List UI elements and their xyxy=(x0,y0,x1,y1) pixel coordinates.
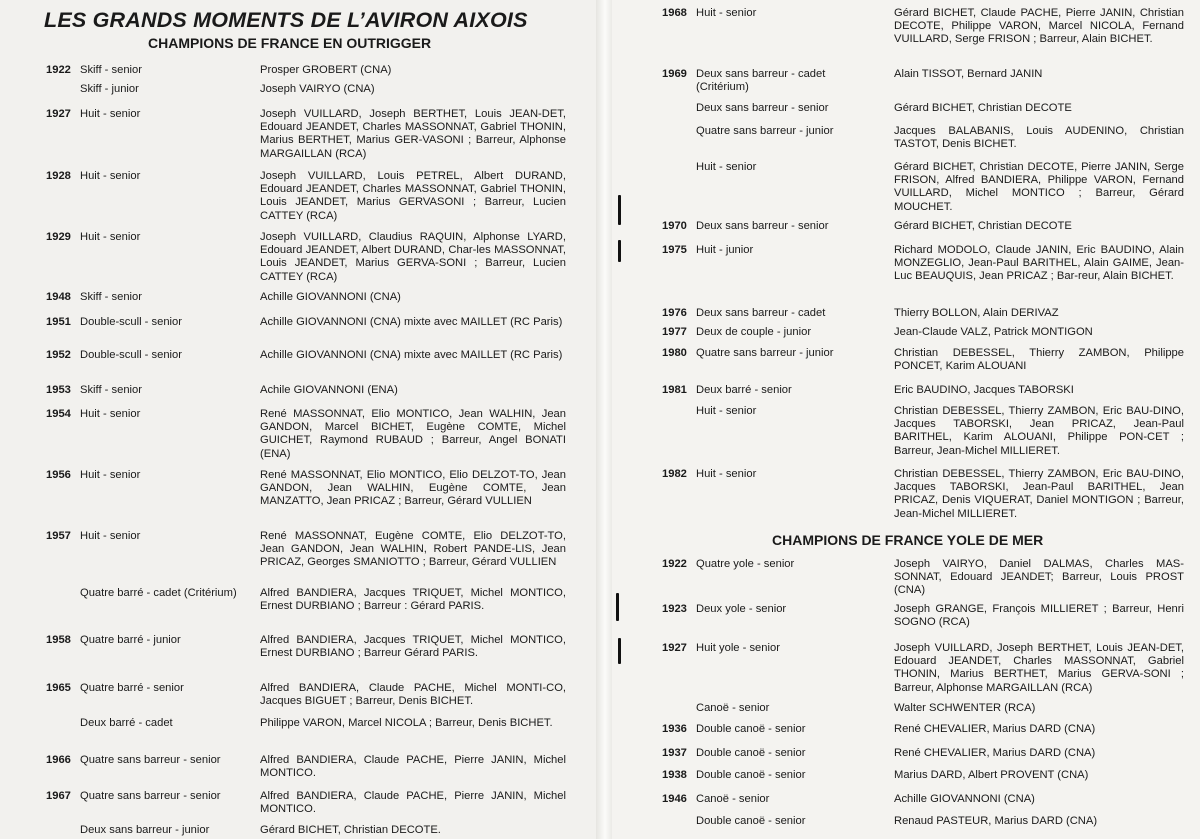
entry-year: 1956 xyxy=(46,469,71,481)
entry-crew: René CHEVALIER, Marius DARD (CNA) xyxy=(894,747,1096,759)
section-title-outrigger: CHAMPIONS DE FRANCE EN OUTRIGGER xyxy=(148,35,432,51)
entry-crew: Gérard BICHET, Christian DECOTE, Pierre JANIN, Serge FRISON, Alfred BANDIERA, Philippe VARON, Fernand VUILLARD, Michel MONTICO ; Barreur, Gérard MOUCHET. xyxy=(894,161,1184,213)
entry-crew: Alfred BANDIERA, Jacques TRIQUET, Michel MONTICO, Ernest DURBIANO ; Barreur : Gérard PARIS. xyxy=(260,587,566,613)
entry-event: Deux sans barreur - cadet xyxy=(696,307,826,319)
entry-event: Huit - senior xyxy=(80,408,141,420)
entry-year: 1954 xyxy=(46,408,71,420)
entry-event: Skiff - senior xyxy=(80,291,142,303)
entry-year: 1957 xyxy=(46,530,71,542)
entry-event: Double-scull - senior xyxy=(80,349,182,361)
entry-crew: Alain TISSOT, Bernard JANIN xyxy=(894,68,1043,80)
entry-event: Huit - senior xyxy=(80,108,141,120)
entry-crew: Alfred BANDIERA, Claude PACHE, Michel MONTI-CO, Jacques BIGUET ; Barreur, Denis BICHET. xyxy=(260,682,566,708)
entry-event: Quatre sans barreur - senior xyxy=(80,790,221,802)
entry-event: Deux yole - senior xyxy=(696,603,787,615)
entry-event: Huit - senior xyxy=(696,468,757,480)
entry-year: 1976 xyxy=(662,307,687,319)
entry-event: Deux de couple - junior xyxy=(696,326,812,338)
entry-event: Quatre sans barreur - junior xyxy=(696,347,834,359)
entry-event: Skiff - senior xyxy=(80,384,142,396)
entry-crew: René MASSONNAT, Elio MONTICO, Jean WALHIN, Jean GANDON, Marcel BICHET, Eugène COMTE, Michel GUICHET, Raymond RUBAUD ; Barreur, Angel BONATI (ENA) xyxy=(260,408,566,460)
entry-year: 1928 xyxy=(46,170,71,182)
entry-crew: Alfred BANDIERA, Claude PACHE, Pierre JANIN, Michel MONTICO. xyxy=(260,790,566,816)
entry-crew: René CHEVALIER, Marius DARD (CNA) xyxy=(894,723,1096,735)
entry-event: Double canoë - senior xyxy=(696,769,806,781)
entry-year: 1953 xyxy=(46,384,71,396)
entry-year: 1922 xyxy=(662,558,687,570)
entry-event: Quatre sans barreur - senior xyxy=(80,754,221,766)
margin-mark xyxy=(616,593,619,621)
entry-year: 1980 xyxy=(662,347,687,359)
right-page xyxy=(612,0,1200,839)
entry-year: 1982 xyxy=(662,468,687,480)
margin-mark xyxy=(618,638,621,664)
entry-event: Huit - junior xyxy=(696,244,754,256)
margin-mark xyxy=(618,195,621,225)
entry-event: Deux barré - cadet xyxy=(80,717,173,729)
entry-crew: Achille GIOVANNONI (CNA) xyxy=(260,291,401,303)
entry-year: 1967 xyxy=(46,790,71,802)
entry-event: Huit yole - senior xyxy=(696,642,780,654)
entry-crew: Eric BAUDINO, Jacques TABORSKI xyxy=(894,384,1074,396)
entry-year: 1922 xyxy=(46,64,71,76)
entry-crew: Richard MODOLO, Claude JANIN, Eric BAUDINO, Alain MONZEGLIO, Jean-Paul BARITHEL, Alain GAIME, Jean-Luc BEAUQUIS, Jean PRICAZ ; Bar-reur, Alain BICHET. xyxy=(894,244,1184,283)
entry-crew: Philippe VARON, Marcel NICOLA ; Barreur, Denis BICHET. xyxy=(260,717,553,729)
entry-year: 1966 xyxy=(46,754,71,766)
entry-crew: Achille GIOVANNONI (CNA) xyxy=(894,793,1035,805)
entry-crew: Jacques BALABANIS, Louis AUDENINO, Christian TASTOT, Denis BICHET. xyxy=(894,125,1184,151)
entry-crew: Walter SCHWENTER (RCA) xyxy=(894,702,1036,714)
entry-crew: Gérard BICHET, Christian DECOTE xyxy=(894,220,1072,232)
entry-event: Double canoë - senior xyxy=(696,723,806,735)
entry-crew: Alfred BANDIERA, Claude PACHE, Pierre JANIN, Michel MONTICO. xyxy=(260,754,566,780)
entry-crew: Joseph VAIRYO (CNA) xyxy=(260,83,375,95)
entry-event: Skiff - junior xyxy=(80,83,139,95)
entry-crew: Renaud PASTEUR, Marius DARD (CNA) xyxy=(894,815,1098,827)
entry-crew: Marius DARD, Albert PROVENT (CNA) xyxy=(894,769,1089,781)
entry-year: 1970 xyxy=(662,220,687,232)
entry-crew: Alfred BANDIERA, Jacques TRIQUET, Michel MONTICO, Ernest DURBIANO ; Barreur Gérard PARIS. xyxy=(260,634,566,660)
entry-crew: Gérard BICHET, Christian DECOTE. xyxy=(260,824,441,836)
entry-event: Deux sans barreur - senior xyxy=(696,220,829,232)
entry-crew: René MASSONNAT, Eugène COMTE, Elio DELZOT-TO, Jean GANDON, Jean WALHIN, Robert PANDE-LIS, Jean PRICAZ, Georges SMANIOTTO ; Barreur, Gérard VULLIEN xyxy=(260,530,566,569)
entry-event: Huit - senior xyxy=(696,7,757,19)
entry-event: Quatre yole - senior xyxy=(696,558,795,570)
entry-crew: Gérard BICHET, Christian DECOTE xyxy=(894,102,1072,114)
entry-event: Huit - senior xyxy=(80,530,141,542)
entry-event: Quatre barré - cadet (Critérium) xyxy=(80,587,237,599)
entry-event: Double canoë - senior xyxy=(696,815,806,827)
entry-year: 1977 xyxy=(662,326,687,338)
entry-crew: Joseph GRANGE, François MILLIERET ; Barreur, Henri SOGNO (RCA) xyxy=(894,603,1184,629)
entry-crew: Christian DEBESSEL, Thierry ZAMBON, Eric BAU-DINO, Jacques TABORSKI, Jean-Paul BARITHEL, Jean PRICAZ, Denis VIQUERAT, Daniel MONTIGON ; Barreur, Jean-Michel MILLIERET. xyxy=(894,468,1184,520)
entry-year: 1969 xyxy=(662,68,687,80)
entry-crew: Achile GIOVANNONI (ENA) xyxy=(260,384,398,396)
entry-crew: Joseph VUILLARD, Claudius RAQUIN, Alphonse LYARD, Edouard JEANDET, Albert DURAND, Char-les MASSONNAT, Louis JEANDET, Marius GERVA-SONI ; Barreur, Lucien CATTEY (RCA) xyxy=(260,231,566,283)
entry-year: 1981 xyxy=(662,384,687,396)
entry-event: Deux sans barreur - cadet (Critérium) xyxy=(696,68,826,94)
entry-event: Huit - senior xyxy=(80,170,141,182)
entry-event: Canoë - senior xyxy=(696,793,770,805)
entry-event: Deux barré - senior xyxy=(696,384,792,396)
entry-year: 1975 xyxy=(662,244,687,256)
margin-mark xyxy=(618,240,621,262)
entry-event: Double canoë - senior xyxy=(696,747,806,759)
entry-event: Skiff - senior xyxy=(80,64,142,76)
entry-crew: Jean-Claude VALZ, Patrick MONTIGON xyxy=(894,326,1093,338)
entry-event: Deux sans barreur - senior xyxy=(696,102,829,114)
entry-year: 1938 xyxy=(662,769,687,781)
entry-crew: Christian DEBESSEL, Thierry ZAMBON, Philippe PONCET, Karim ALOUANI xyxy=(894,347,1184,373)
entry-year: 1929 xyxy=(46,231,71,243)
entry-year: 1927 xyxy=(46,108,71,120)
entry-crew: Gérard BICHET, Claude PACHE, Pierre JANIN, Christian DECOTE, Philippe VARON, Marcel NICOLA, Fernand VUILLARD, Serge FRISON ; Barreur, Alain BICHET. xyxy=(894,7,1184,46)
entry-year: 1936 xyxy=(662,723,687,735)
entry-event: Huit - senior xyxy=(696,405,757,417)
entry-crew: Joseph VUILLARD, Joseph BERTHET, Louis JEAN-DET, Edouard JEANDET, Charles MASSONNAT, Gabriel THONIN, Marius BERTHET, Marius GER-VASONI ; Barreur, Alphonse MARGAILLAN (RCA) xyxy=(260,108,566,160)
entry-crew: Joseph VAIRYO, Daniel DALMAS, Charles MAS-SONNAT, Edouard JEANDET; Barreur, Louis PROST (CNA) xyxy=(894,558,1184,597)
entry-year: 1965 xyxy=(46,682,71,694)
entry-year: 1968 xyxy=(662,7,687,19)
entry-event: Deux sans barreur - junior xyxy=(80,824,210,836)
entry-event: Quatre sans barreur - junior xyxy=(696,125,834,137)
section-title-yole-de-mer: CHAMPIONS DE FRANCE YOLE DE MER xyxy=(772,532,1044,548)
entry-crew: Christian DEBESSEL, Thierry ZAMBON, Eric BAU-DINO, Jacques TABORSKI, Jean PRICAZ, Jean-Paul BARITHEL, Karim ALOUANI, Philippe PON-CET ; Barreur, Jean-Michel MILLIERET. xyxy=(894,405,1184,457)
entry-event: Huit - senior xyxy=(80,469,141,481)
entry-crew: Thierry BOLLON, Alain DERIVAZ xyxy=(894,307,1059,319)
entry-crew: Prosper GROBERT (CNA) xyxy=(260,64,392,76)
entry-year: 1951 xyxy=(46,316,71,328)
entry-year: 1952 xyxy=(46,349,71,361)
entry-event: Huit - senior xyxy=(80,231,141,243)
entry-year: 1927 xyxy=(662,642,687,654)
entry-year: 1946 xyxy=(662,793,687,805)
entry-event: Huit - senior xyxy=(696,161,757,173)
entry-year: 1937 xyxy=(662,747,687,759)
entry-event: Quatre barré - junior xyxy=(80,634,181,646)
entry-year: 1958 xyxy=(46,634,71,646)
entry-year: 1923 xyxy=(662,603,687,615)
entry-year: 1948 xyxy=(46,291,71,303)
entry-event: Double-scull - senior xyxy=(80,316,182,328)
entry-crew: Achille GIOVANNONI (CNA) mixte avec MAILLET (RC Paris) xyxy=(260,349,563,361)
entry-crew: Joseph VUILLARD, Joseph BERTHET, Louis JEAN-DET, Edouard JEANDET, Charles MASSONNAT, Gabriel THONIN, Marius BERTHET, Marius GERVA-SONI ; Barreur, Alphonse MARGAILLAN (RCA) xyxy=(894,642,1184,694)
entry-crew: René MASSONNAT, Elio MONTICO, Elio DELZOT-TO, Jean GANDON, Jean WALHIN, Eugène COMTE, Jean MANZATTO, Jean PRICAZ ; Barreur, Gérard VULLIEN xyxy=(260,469,566,508)
entry-crew: Joseph VUILLARD, Louis PETREL, Albert DURAND, Edouard JEANDET, Charles MASSONNAT, Gabriel THONIN, Louis JEANDET, Marius GERVASONI ; Barreur, Lucien CATTEY (RCA) xyxy=(260,170,566,222)
page-title: LES GRANDS MOMENTS DE L’AVIRON AIXOIS xyxy=(44,8,528,32)
entry-event: Canoë - senior xyxy=(696,702,770,714)
entry-crew: Achille GIOVANNONI (CNA) mixte avec MAILLET (RC Paris) xyxy=(260,316,563,328)
entry-event: Quatre barré - senior xyxy=(80,682,184,694)
